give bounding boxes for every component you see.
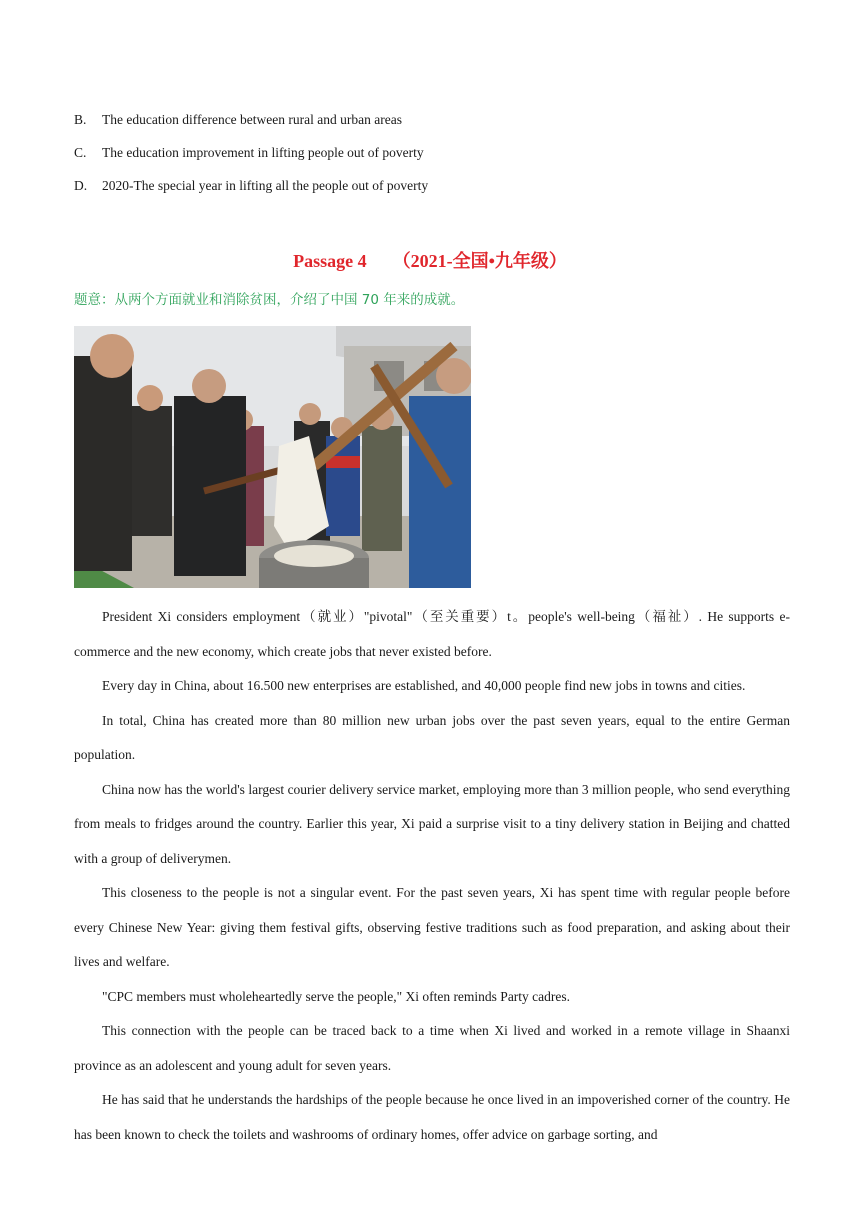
paragraph: He has said that he understands the hardships of the people because he once lived in an impoverished corner of the country. He has been known to check the toilets and washrooms of ordinary homes, offer advice on garbage sorting, and: [74, 1092, 790, 1142]
paragraph: In total, China has created more than 80 million new urban jobs over the past seven years, equal to the entire German population.: [74, 712, 790, 762]
option-letter: D.: [74, 178, 88, 193]
option-c: [74, 145, 424, 161]
passage-title: [0, 247, 860, 273]
paragraph: This closeness to the people is not a singular event. For the past seven years, Xi has spent time with regular people before every Chinese New Year: giving them festival gifts, observing festive traditions such as food preparation, and asking about their lives and welfare.: [74, 885, 790, 969]
passage-title-label: Passage 4: [293, 251, 367, 271]
passage-body: [74, 600, 790, 1152]
passage-summary: 题意：从两个方面就业和消除贫困，介绍了中国 70 年来的成就。: [74, 292, 465, 308]
option-text: The education difference between rural and urban areas: [102, 112, 402, 127]
paragraph: "CPC members must wholeheartedly serve the people," Xi often reminds Party cadres.: [102, 988, 571, 1004]
option-text: The education improvement in lifting people out of poverty: [102, 145, 424, 160]
passage-title-source: （2021-全国•九年级）: [392, 251, 567, 271]
paragraph: This connection with the people can be traced back to a time when Xi lived and worked in a remote village in Shaanxi province as an adolescent and young adult for seven years.: [74, 1023, 790, 1073]
paragraph: President Xi considers employment（就业）"pivotal"（至关重要）t。people's well-being（福祉）. He supports e-commerce and the new economy, which create jobs that never existed before.: [74, 609, 790, 659]
news-photo: [74, 326, 471, 588]
paragraph: Every day in China, about 16.500 new enterprises are established, and 40,000 people find new jobs in towns and cities.: [102, 678, 746, 693]
option-letter: B.: [74, 112, 87, 127]
paragraph: China now has the world's largest courier delivery service market, employing more than 3 million people, who send everything from meals to fridges around the country. Earlier this year, Xi paid a surprise visit to a tiny delivery station in Beijing and chatted with a group of deliverymen.: [74, 781, 790, 866]
option-b: [74, 112, 402, 128]
option-letter: C.: [74, 145, 87, 160]
option-text: 2020-The special year in lifting all the people out of poverty: [102, 178, 429, 193]
option-d: [74, 178, 428, 194]
